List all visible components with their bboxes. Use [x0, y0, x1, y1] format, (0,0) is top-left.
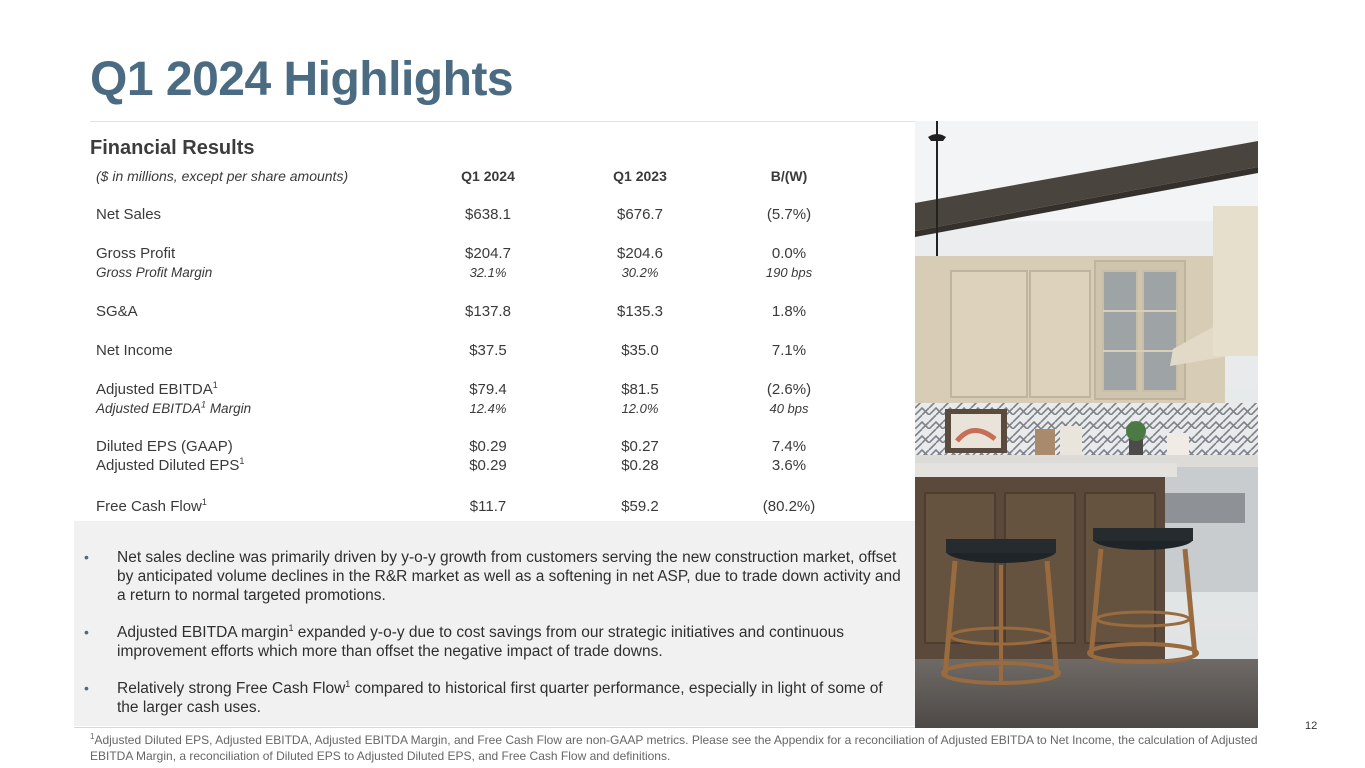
bullet-text-part: compared to historical first quarter performance, especially in light of some of the larger cash uses.	[117, 680, 883, 716]
bullet-text	[117, 679, 907, 717]
column-header-q1-2023: Q1 2023	[613, 168, 667, 184]
table-row	[96, 456, 896, 476]
cell-q1-2023: $0.28	[621, 457, 659, 474]
cell-better-worse: 40 bps	[769, 401, 809, 416]
table-row	[96, 302, 896, 322]
footnote-divider	[74, 727, 915, 728]
cell-q1-2024: $204.7	[465, 245, 511, 262]
footnote-text: Adjusted Diluted EPS, Adjusted EBITDA, Adjusted EBITDA Margin, and Free Cash Flow are non-GAAP metrics. Please see the Appendix for a reconciliation of Adjusted EBITDA to Net Income, the calculation of Adjusted EBITDA Margin, a reconciliation of Diluted EPS to Adjusted Diluted EPS, and Free Cash Flow and definitions.	[90, 733, 1258, 763]
table-row	[96, 497, 896, 517]
cell-q1-2023: 12.0%	[621, 401, 659, 416]
row-label-text: Adjusted EBITDA	[96, 381, 213, 398]
table-row	[96, 437, 896, 457]
bullet-marker: •	[84, 549, 89, 565]
cell-q1-2024: $0.29	[469, 438, 507, 455]
financial-results-heading: Financial Results	[90, 137, 255, 159]
page-number: 12	[1305, 720, 1318, 732]
cell-q1-2024: $137.8	[465, 303, 511, 320]
table-row	[96, 399, 896, 419]
row-label-text: Adjusted Diluted EPS	[96, 457, 240, 474]
cell-better-worse: 190 bps	[765, 265, 813, 280]
cell-q1-2024: $0.29	[469, 457, 507, 474]
bullet-text-part: Adjusted EBITDA margin	[117, 624, 289, 641]
row-label	[96, 456, 426, 476]
cell-better-worse: 7.4%	[771, 438, 807, 455]
cell-better-worse: 1.8%	[771, 303, 807, 320]
footnote-marker: 1	[239, 456, 245, 466]
bullet-text-part: expanded y-o-y due to cost savings from our strategic initiatives and continuous improvement efforts which more than offset the negative impact of trade downs.	[117, 624, 845, 660]
row-label-suffix: Margin	[206, 401, 252, 416]
row-label	[96, 399, 426, 419]
row-label-text: Free Cash Flow	[96, 498, 202, 515]
row-label: Net Sales	[96, 206, 162, 223]
bullet-marker: •	[84, 680, 89, 696]
column-header-better-worse: B/(W)	[770, 168, 808, 184]
row-label	[96, 380, 426, 400]
units-note: ($ in millions, except per share amounts)	[96, 168, 349, 184]
table-header-row	[96, 166, 896, 186]
title-divider	[90, 121, 915, 122]
footnote-marker: 1	[201, 497, 207, 507]
row-label: Net Income	[96, 342, 173, 359]
cell-q1-2023: 30.2%	[621, 265, 659, 280]
footnote-marker: 1	[345, 678, 351, 689]
cell-better-worse: (80.2%)	[762, 498, 816, 515]
row-label: Diluted EPS (GAAP)	[96, 438, 233, 455]
footnote-marker: 1	[201, 399, 207, 410]
table-row	[96, 263, 896, 283]
bullet-text-part: Relatively strong Free Cash Flow	[117, 680, 346, 697]
cell-better-worse: (5.7%)	[766, 206, 812, 223]
cell-q1-2024: 12.4%	[469, 401, 507, 416]
footnote-marker: 1	[288, 622, 294, 633]
cell-q1-2023: $0.27	[621, 438, 659, 455]
table-row	[96, 341, 896, 361]
bullet-marker: •	[84, 624, 89, 640]
cell-q1-2023: $204.6	[617, 245, 663, 262]
row-label: Gross Profit	[96, 245, 176, 262]
cell-better-worse: 0.0%	[771, 245, 807, 262]
cell-q1-2023: $35.0	[621, 342, 659, 359]
row-label-text: Adjusted EBITDA	[96, 401, 202, 416]
row-label: Gross Profit Margin	[96, 265, 213, 280]
table-row	[96, 244, 896, 264]
cell-better-worse: 7.1%	[771, 342, 807, 359]
kitchen-photo	[915, 121, 1258, 728]
cell-q1-2023: $135.3	[617, 303, 663, 320]
cell-q1-2023: $81.5	[621, 381, 659, 398]
footnote-marker: 1	[212, 380, 218, 390]
cell-q1-2024: $638.1	[465, 206, 511, 223]
cell-q1-2024: $11.7	[469, 498, 507, 515]
cell-q1-2024: 32.1%	[469, 265, 507, 280]
footnote-marker: 1	[90, 732, 95, 741]
bullet-text	[117, 623, 907, 661]
cell-q1-2024: $37.5	[469, 342, 507, 359]
cell-better-worse: 3.6%	[771, 457, 807, 474]
cell-q1-2024: $79.4	[469, 381, 507, 398]
table-row	[96, 380, 896, 400]
cell-q1-2023: $59.2	[621, 498, 659, 515]
cell-better-worse: (2.6%)	[766, 381, 812, 398]
footnote	[90, 733, 1260, 764]
table-row	[96, 205, 896, 225]
row-label: SG&A	[96, 303, 138, 320]
commentary-panel	[74, 521, 915, 726]
column-header-q1-2024: Q1 2024	[461, 168, 515, 184]
cell-q1-2023: $676.7	[617, 206, 663, 223]
row-label	[96, 497, 426, 517]
slide-title: Q1 2024 Highlights	[90, 53, 514, 106]
bullet-text: Net sales decline was primarily driven by y-o-y growth from customers serving the new construction market, offset by anticipated volume declines in the R&R market as well as a softening in net ASP, due to trade down activity and a return to normal targeted promotions.	[117, 549, 901, 604]
